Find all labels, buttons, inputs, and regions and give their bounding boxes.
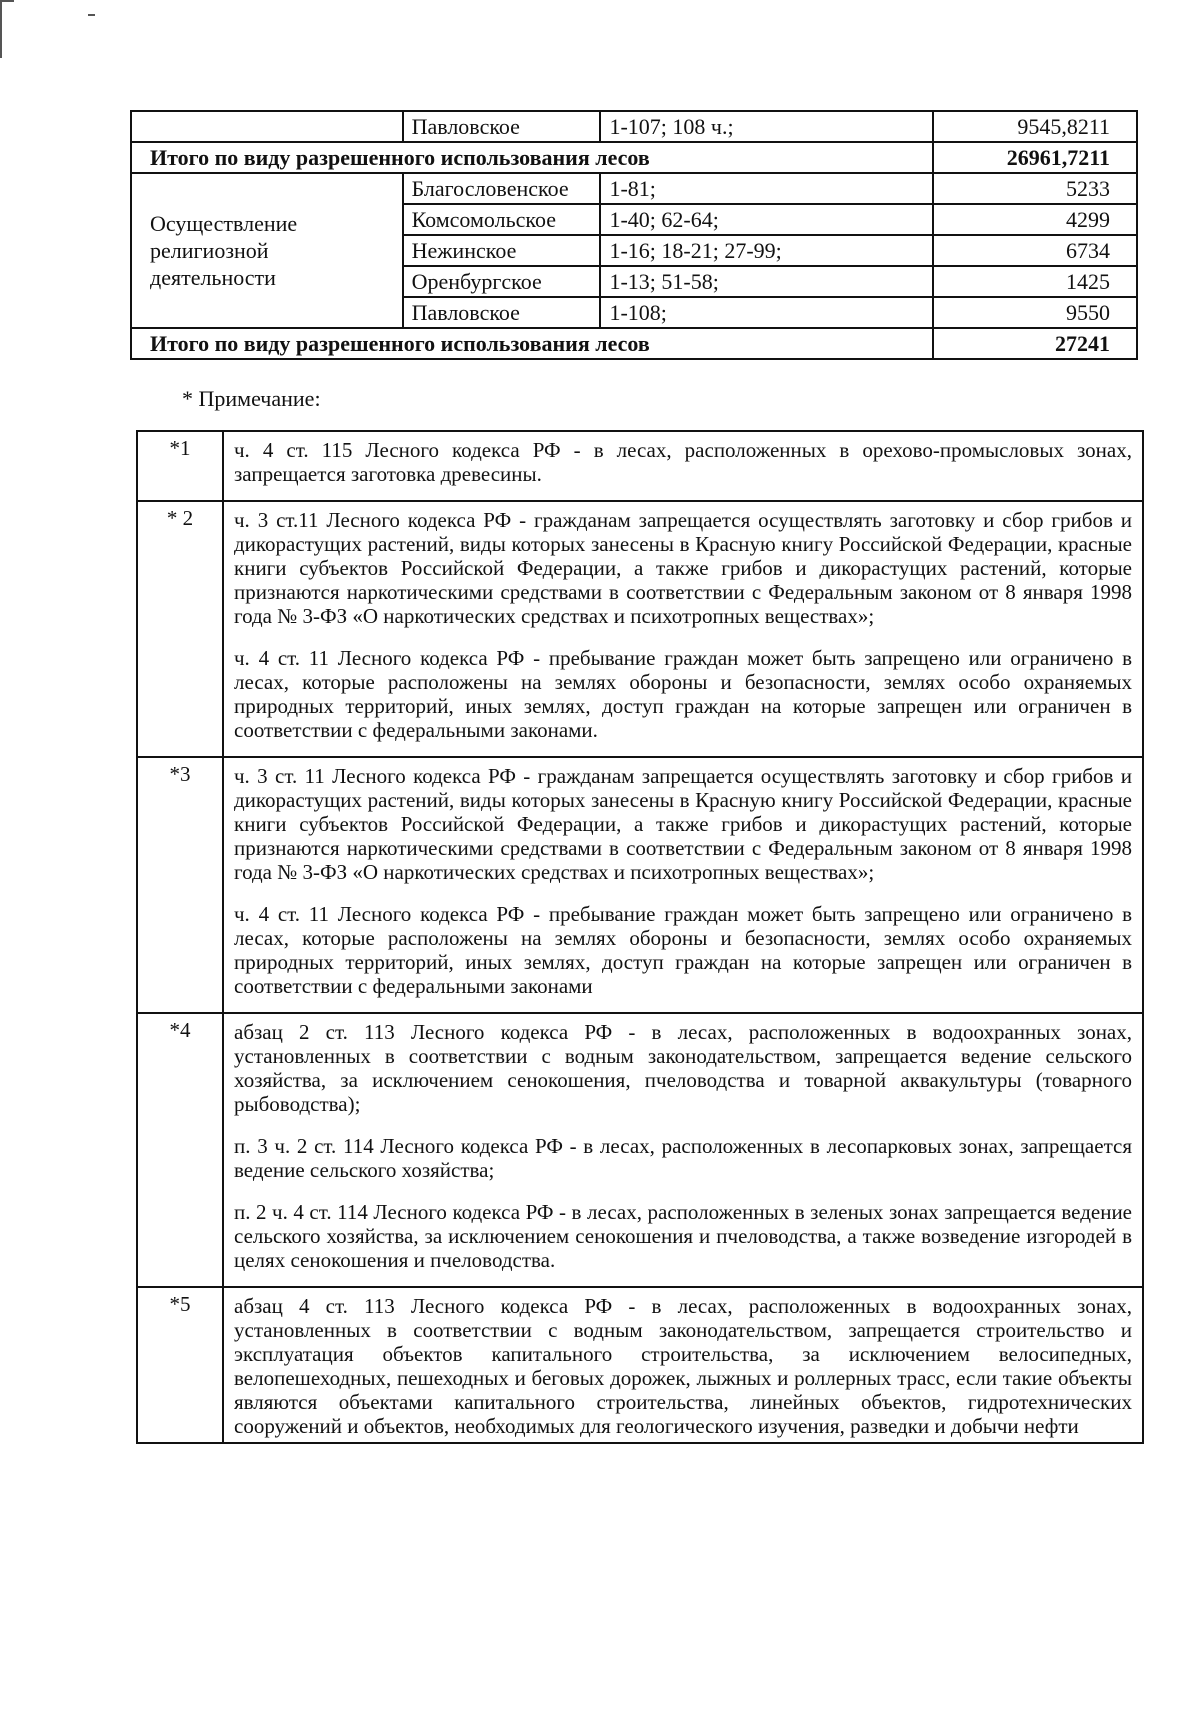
area-cell: 4299: [933, 204, 1137, 235]
area-cell: 1425: [933, 266, 1137, 297]
total-row: [131, 142, 1137, 173]
note-paragraph: ч. 4 ст. 11 Лесного кодекса РФ - пребывание граждан может быть запрещено или ограничено в лесах, которые расположены на землях обороны и безопасности, землях особо охраняемых природных территорий, иных землях, доступ граждан на которые запрещен или ограничен в соответствии с федеральными законами: [234, 902, 1132, 998]
note-paragraph: абзац 4 ст. 113 Лесного кодекса РФ - в лесах, расположенных в водоохранных зонах, установленных в соответствии с водным законодательством, запрещается строительство и эксплуатация объектов капитального строительства, за исключением велосипедных, велопешеходных, пешеходных и беговых дорожек, лыжных и роллерных трасс, если такие объекты являются объектами капитального строительства, линейных объектов, гидротехнических сооружений и объектов, необходимых для геологического изучения, разведки и добычи нефти: [234, 1294, 1132, 1438]
note-mark: *5: [137, 1287, 223, 1443]
quarters-cell: 1-40; 62-64;: [600, 204, 933, 235]
note-row: [137, 1287, 1143, 1443]
forest-use-table: [130, 110, 1138, 360]
note-heading: * Примечание:: [182, 386, 321, 411]
district-cell: Благословенское: [403, 173, 601, 204]
note-row: [137, 501, 1143, 757]
note-row: [137, 1013, 1143, 1287]
note-paragraph: п. 2 ч. 4 ст. 114 Лесного кодекса РФ - в лесах, расположенных в зеленых зонах запрещается ведение сельского хозяйства, за исключением сенокошения и пчеловодства, а также возведение изгородей в целях сенокошения и пчеловодства.: [234, 1200, 1132, 1272]
note-text: [223, 1013, 1143, 1287]
activity-cell-empty: [131, 111, 403, 142]
total-label: Итого по виду разрешенного использования лесов: [131, 142, 933, 173]
total-value: 27241: [933, 328, 1137, 359]
note-paragraph: п. 3 ч. 2 ст. 114 Лесного кодекса РФ - в лесах, расположенных в лесопарковых зонах, запрещается ведение сельского хозяйства;: [234, 1134, 1132, 1182]
area-cell: 5233: [933, 173, 1137, 204]
district-cell: Комсомольское: [403, 204, 601, 235]
total-label: Итого по виду разрешенного использования лесов: [131, 328, 933, 359]
note-mark: *1: [137, 431, 223, 501]
quarters-cell: 1-107; 108 ч.;: [600, 111, 933, 142]
table-row: [131, 173, 1137, 204]
area-cell: 6734: [933, 235, 1137, 266]
activity-cell: Осуществление религиозной деятельности: [131, 173, 403, 328]
quarters-cell: 1-81;: [600, 173, 933, 204]
district-cell: Павловское: [403, 297, 601, 328]
note-text: [223, 757, 1143, 1013]
note-mark: *4: [137, 1013, 223, 1287]
notes-table: [136, 430, 1144, 1444]
quarters-cell: 1-108;: [600, 297, 933, 328]
area-cell: 9545,8211: [933, 111, 1137, 142]
note-text: [223, 1287, 1143, 1443]
district-cell: Павловское: [403, 111, 601, 142]
note-paragraph: абзац 2 ст. 113 Лесного кодекса РФ - в лесах, расположенных в водоохранных зонах, установленных в соответствии с водным законодательством, запрещается ведение сельского хозяйства, за исключением сенокошения, пчеловодства и товарной аквакультуры (товарного рыбоводства);: [234, 1020, 1132, 1116]
note-row: [137, 431, 1143, 501]
total-value: 26961,7211: [933, 142, 1137, 173]
note-row: [137, 757, 1143, 1013]
scan-dot: [88, 14, 95, 16]
note-text: [223, 501, 1143, 757]
note-paragraph: ч. 3 ст.11 Лесного кодекса РФ - гражданам запрещается осуществлять заготовку и сбор грибов и дикорастущих растений, виды которых занесены в Красную книгу Российской Федерации, красные книги субъектов Российской Федерации, а также грибов и дикорастущих растений, которые признаются наркотическими средствами в соответствии с Федеральным законом от 8 января 1998 года № 3-ФЗ «О наркотических средствах и психотропных веществах»;: [234, 508, 1132, 628]
note-paragraph: ч. 4 ст. 115 Лесного кодекса РФ - в лесах, расположенных в орехово-промысловых зонах, запрещается заготовка древесины.: [234, 438, 1132, 486]
total-row: [131, 328, 1137, 359]
note-paragraph: ч. 4 ст. 11 Лесного кодекса РФ - пребывание граждан может быть запрещено или ограничено в лесах, которые расположены на землях обороны и безопасности, землях особо охраняемых природных территорий, иных землях, доступ граждан на которые запрещен или ограничен в соответствии с федеральными законами.: [234, 646, 1132, 742]
note-text: [223, 431, 1143, 501]
district-cell: Оренбургское: [403, 266, 601, 297]
scan-edge-mark: [0, 0, 2, 58]
quarters-cell: 1-16; 18-21; 27-99;: [600, 235, 933, 266]
district-cell: Нежинское: [403, 235, 601, 266]
note-paragraph: ч. 3 ст. 11 Лесного кодекса РФ - гражданам запрещается осуществлять заготовку и сбор грибов и дикорастущих растений, виды которых занесены в Красную книгу Российской Федерации, красные книги субъектов Российской Федерации, а также грибов и дикорастущих растений, которые признаются наркотическими средствами в соответствии с Федеральным законом от 8 января 1998 года № 3-ФЗ «О наркотических средствах и психотропных веществах»;: [234, 764, 1132, 884]
area-cell: 9550: [933, 297, 1137, 328]
note-mark: * 2: [137, 501, 223, 757]
table-row: [131, 111, 1137, 142]
scan-edge-mark: [0, 0, 14, 2]
note-mark: *3: [137, 757, 223, 1013]
quarters-cell: 1-13; 51-58;: [600, 266, 933, 297]
